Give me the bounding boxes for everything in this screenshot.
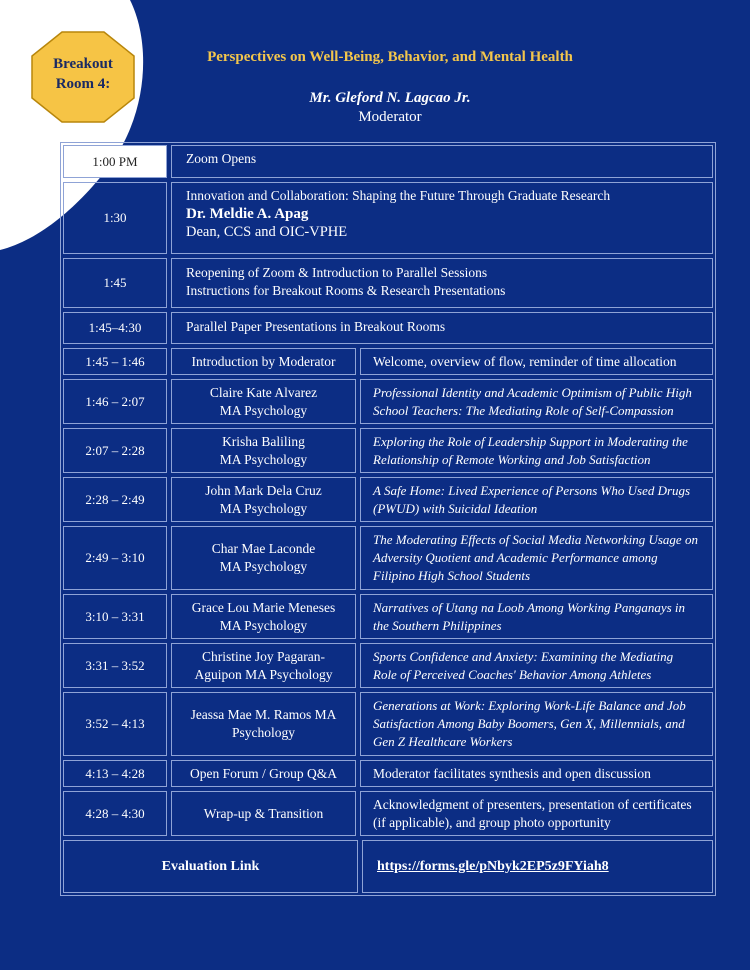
- presenter-cell: [171, 477, 356, 522]
- presenter-program: Psychology: [231, 725, 295, 740]
- moderator-block: [240, 89, 540, 127]
- agenda-cell: [171, 258, 713, 308]
- presenter-cell: [171, 379, 356, 424]
- time-cell: 2:49 – 3:10: [63, 526, 167, 590]
- badge-line-1: Breakout: [53, 56, 113, 72]
- session-row: [61, 789, 715, 838]
- time-cell: 1:46 – 2:07: [63, 379, 167, 424]
- presenter-cell: [171, 643, 356, 688]
- session-row: [61, 475, 715, 524]
- agenda-text: Reopening of Zoom & Introduction to Parallel Sessions: [186, 265, 488, 280]
- agenda-text: Innovation and Collaboration: Shaping the Future Through Graduate Research: [186, 188, 611, 203]
- time-cell: 1:45 – 1:46: [63, 348, 167, 375]
- agenda-text: Instructions for Breakout Rooms & Research Presentations: [186, 283, 506, 298]
- presenter-name: Introduction by Moderator: [191, 353, 336, 369]
- presenter-cell: [171, 526, 356, 590]
- agenda-cell: [171, 182, 713, 254]
- presenter-cell: [171, 594, 356, 639]
- presenter-cell: [171, 428, 356, 473]
- speaker-position: Dean, CCS and OIC-VPHE: [186, 224, 348, 240]
- schedule-table: [60, 142, 716, 896]
- paper-title: Professional Identity and Academic Optimism of Public High School Teachers: The Mediating Role of Self-Compassion: [360, 379, 713, 424]
- presenter-program: MA Psychology: [219, 451, 308, 467]
- presenter-name: Wrap-up & Transition: [203, 805, 324, 821]
- time-cell: 2:07 – 2:28: [63, 428, 167, 473]
- table-row: [61, 180, 715, 256]
- session-row: [61, 641, 715, 690]
- time-cell: 3:10 – 3:31: [63, 594, 167, 639]
- evaluation-label: Evaluation Link: [63, 840, 358, 893]
- presenter-cell: [171, 692, 356, 756]
- paper-title: The Moderating Effects of Social Media Networking Usage on Adversity Quotient and Academic Performance among Filipino High School Students: [360, 526, 713, 590]
- paper-title: A Safe Home: Lived Experience of Persons Who Used Drugs (PWUD) with Suicidal Ideation: [360, 477, 713, 522]
- time-cell: 1:30: [63, 182, 167, 254]
- presenter-name: Open Forum / Group Q&A: [190, 765, 337, 781]
- breakout-room-badge: [28, 30, 138, 124]
- presenter-cell: [171, 791, 356, 836]
- session-description: Moderator facilitates synthesis and open discussion: [360, 760, 713, 787]
- session-row: [61, 524, 715, 592]
- time-cell: 1:00 PM: [63, 145, 167, 178]
- table-row: [61, 143, 715, 180]
- presenter-name: Jeassa Mae M. Ramos MA: [190, 707, 337, 722]
- presenter-cell: [171, 348, 356, 375]
- session-description: Acknowledgment of presenters, presentation of certificates (if applicable), and group photo opportunity: [360, 791, 713, 836]
- moderator-name: Mr. Gleford N. Lagcao Jr.: [309, 90, 471, 106]
- session-row: [61, 377, 715, 426]
- time-cell: 1:45: [63, 258, 167, 308]
- session-row: [61, 592, 715, 641]
- presenter-cell: [171, 760, 356, 787]
- time-cell: 3:31 – 3:52: [63, 643, 167, 688]
- badge-line-2: Room 4:: [55, 76, 111, 92]
- presenter-name: Char Mae Laconde: [211, 541, 316, 556]
- presenter-program: MA Psychology: [219, 559, 308, 574]
- session-description: Welcome, overview of flow, reminder of time allocation: [360, 348, 713, 375]
- agenda-text: Zoom Opens: [171, 145, 713, 178]
- evaluation-link[interactable]: https://forms.gle/pNbyk2EP5z9FYiah8: [362, 840, 713, 893]
- paper-title: Sports Confidence and Anxiety: Examining the Mediating Role of Perceived Coaches' Behavior Among Athletes: [360, 643, 713, 688]
- agenda-text: Parallel Paper Presentations in Breakout Rooms: [171, 312, 713, 344]
- speaker-name: Dr. Meldie A. Apag: [186, 206, 309, 222]
- session-row: [61, 758, 715, 789]
- session-row: [61, 346, 715, 377]
- presenter-name: Krisha Baliling: [222, 433, 305, 449]
- paper-title: Narratives of Utang na Loob Among Working Panganays in the Southern Philippines: [360, 594, 713, 639]
- session-row: [61, 690, 715, 758]
- evaluation-row: [61, 838, 715, 895]
- paper-title: Generations at Work: Exploring Work-Life Balance and Job Satisfaction Among Baby Boomers, Gen X, Millennials, and Gen Z Healthcare Workers: [360, 692, 713, 756]
- time-cell: 3:52 – 4:13: [63, 692, 167, 756]
- presenter-program: Aguipon MA Psychology: [194, 666, 333, 682]
- presenter-program: MA Psychology: [219, 402, 308, 418]
- page-title: Perspectives on Well-Being, Behavior, and Mental Health: [207, 49, 573, 65]
- paper-title: Exploring the Role of Leadership Support in Moderating the Relationship of Remote Working and Job Satisfaction: [360, 428, 713, 473]
- presenter-name: John Mark Dela Cruz: [205, 482, 322, 498]
- time-cell: 4:28 – 4:30: [63, 791, 167, 836]
- table-row: [61, 256, 715, 310]
- presenter-program: MA Psychology: [219, 500, 308, 516]
- moderator-role: Moderator: [358, 109, 422, 125]
- presenter-name: Grace Lou Marie Meneses: [191, 599, 336, 615]
- presenter-name: Claire Kate Alvarez: [209, 384, 318, 400]
- session-row: [61, 426, 715, 475]
- table-row: [61, 310, 715, 346]
- time-cell: 1:45–4:30: [63, 312, 167, 344]
- time-cell: 2:28 – 2:49: [63, 477, 167, 522]
- presenter-program: MA Psychology: [219, 617, 308, 633]
- presenter-name: Christine Joy Pagaran-: [202, 648, 325, 664]
- time-cell: 4:13 – 4:28: [63, 760, 167, 787]
